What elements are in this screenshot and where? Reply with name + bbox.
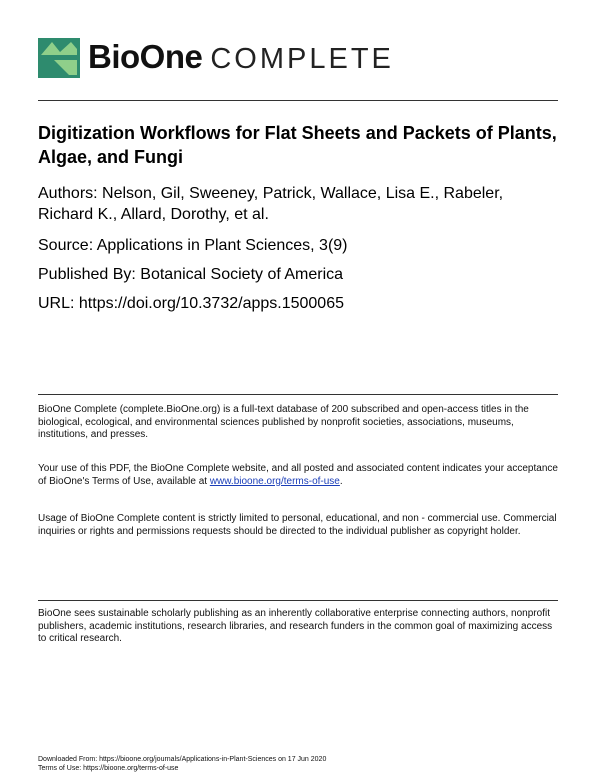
notice-about: BioOne Complete (complete.BioOne.org) is a full-text database of 200 subscribed and open-access titles in the biological, ecological, and environmental sciences published by nonprofit societies, associations, museums, institutions, and presses. <box>38 404 529 440</box>
footer-downloaded: Downloaded From: https://bioone.org/journals/Applications-in-Plant-Sciences on 17 Jun 2020 <box>38 756 327 763</box>
logo-complete-text: COMPLETE <box>210 43 394 75</box>
footer-terms: Terms of Use: https://bioone.org/terms-of-use <box>38 765 179 772</box>
notice-terms-prefix: Your use of this PDF, the BioOne Complete website, and all posted and associated content indicates your acceptance of BioOne's Terms of Use, available at <box>38 463 558 487</box>
notice-terms <box>38 463 558 488</box>
logo-brand-text: BioOne <box>88 38 203 75</box>
notice-terms-suffix: . <box>339 475 343 487</box>
mission-divider <box>38 600 558 601</box>
mission-statement: BioOne sees sustainable scholarly publishing as an inherently collaborative enterprise connecting authors, nonprofit publishers, academic institutions, research libraries, and research funders in the common goal of maximizing access to critical research. <box>38 608 553 644</box>
notice-usage: Usage of BioOne Complete content is strictly limited to personal, educational, and non - commercial use. Commercial inquiries or rights and permissions requests should be directed to the individual publisher as copyright holder. <box>38 513 557 537</box>
article-title: Digitization Workflows for Flat Sheets and Packets of Plants, Algae, and Fungi <box>38 123 557 167</box>
logo-wordmark <box>88 37 394 79</box>
terms-of-use-link[interactable]: www.bioone.org/terms-of-use <box>209 475 340 487</box>
article-url: URL: https://doi.org/10.3732/apps.1500065 <box>38 295 344 312</box>
bioone-logo[interactable] <box>38 36 394 80</box>
article-authors: Authors: Nelson, Gil, Sweeney, Patrick, Wallace, Lisa E., Rabeler, Richard K., Allard, Dorothy, et al. <box>38 185 504 223</box>
header-divider <box>38 100 558 101</box>
article-source: Source: Applications in Plant Sciences, 3(9) <box>38 237 348 254</box>
bioone-logo-icon <box>38 38 80 78</box>
notice-divider <box>38 394 558 395</box>
article-publisher: Published By: Botanical Society of America <box>38 266 344 283</box>
